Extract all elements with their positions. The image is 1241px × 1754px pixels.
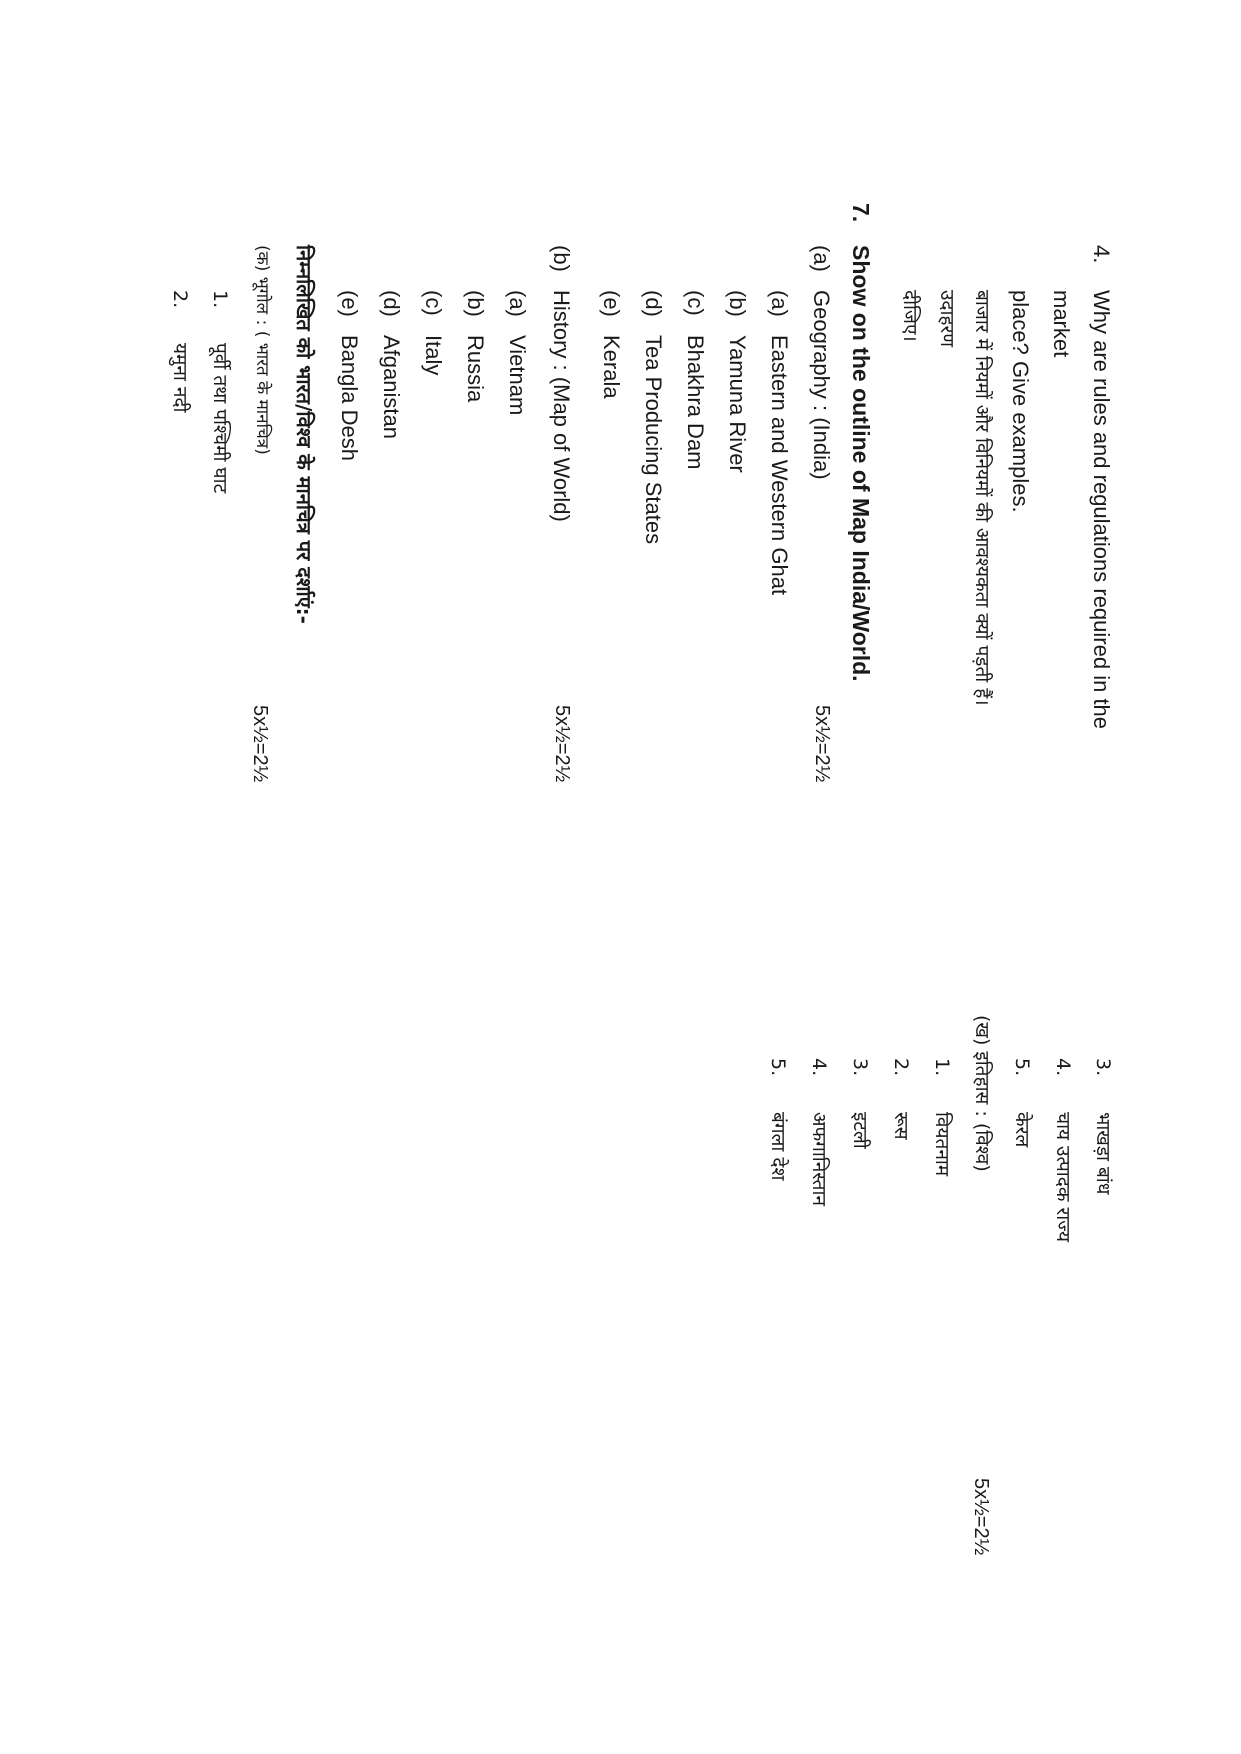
hindi-history-marks: 5x½=2½ bbox=[970, 1478, 992, 1556]
history-label: (b) bbox=[549, 245, 574, 272]
history-item-e-label: (e) bbox=[337, 290, 362, 317]
hindi-geo-item-1-text: पूर्वी तथा पश्चिमी घाट bbox=[209, 343, 231, 494]
geography-item-e-label: (e) bbox=[599, 290, 624, 317]
hindi-history-item-1-text: वियतनाम bbox=[931, 1112, 953, 1177]
hindi-history-heading: (ख) इतिहास : (विश्व) bbox=[971, 1015, 993, 1172]
history-item-b-text: Russia bbox=[463, 335, 488, 403]
hindi-geo-item-4-text: चाय उत्पादक राज्य bbox=[1052, 1112, 1074, 1243]
geography-marks: 5x½=2½ bbox=[811, 705, 833, 783]
history-item-d-text: Afganistan bbox=[379, 335, 404, 439]
history-item-e-text: Bangla Desh bbox=[337, 335, 362, 461]
hindi-history-item-3-text: इटली bbox=[849, 1112, 871, 1149]
hindi-geo-item-4-label: 4. bbox=[1052, 1058, 1074, 1077]
hindi-geo-item-5-text: केरल bbox=[1011, 1112, 1033, 1148]
hindi-geo-item-2-text: यमुना नदी bbox=[169, 343, 191, 413]
geography-item-d-text: Tea Producing States bbox=[641, 335, 666, 545]
hindi-geography-heading: (क) भूगोल : ( भारत के मानचित्र) bbox=[252, 245, 272, 455]
q4-question-line-3: place? Give examples. bbox=[1008, 290, 1033, 513]
hindi-history-item-4-text: अफगानिस्तान bbox=[808, 1112, 830, 1206]
q4-hindi-line-2: उदाहरण bbox=[936, 290, 958, 348]
hindi-geo-item-3-label: 3. bbox=[1092, 1058, 1114, 1077]
history-marks: 5x½=2½ bbox=[551, 705, 573, 783]
geography-item-d-label: (d) bbox=[641, 290, 666, 317]
hindi-geo-item-1-label: 1. bbox=[209, 290, 231, 309]
geography-item-c-text: Bhakhra Dam bbox=[683, 335, 708, 470]
history-item-c-text: Italy bbox=[421, 335, 446, 376]
hindi-geography-marks: 5x½=2½ bbox=[249, 705, 271, 783]
q7-title: Show on the outline of Map India/World. bbox=[848, 245, 874, 682]
hindi-geo-item-2-label: 2. bbox=[169, 290, 191, 309]
geography-item-c-label: (c) bbox=[683, 290, 708, 316]
geography-item-a-label: (a) bbox=[767, 290, 792, 317]
hindi-history-item-3-label: 3. bbox=[849, 1058, 871, 1077]
hindi-history-item-5-label: 5. bbox=[767, 1058, 789, 1077]
hindi-instruction: निम्नलिखित को भारत/विश्व के मानचित्र पर दर्शाएं:- bbox=[292, 245, 316, 624]
history-item-b-label: (b) bbox=[463, 290, 488, 317]
history-item-d-label: (d) bbox=[379, 290, 404, 317]
geography-label: (a) bbox=[809, 245, 834, 272]
history-heading: History : (Map of World) bbox=[549, 290, 574, 522]
hindi-history-item-4-label: 4. bbox=[808, 1058, 830, 1077]
history-item-a-text: Vietnam bbox=[505, 335, 530, 416]
q4-question-line-1: Why are rules and regulations required in the bbox=[1089, 290, 1114, 730]
q4-hindi-line-1: बाजार में नियमों और विनियमों की आवश्यकता क्यों पड़ती हैं। bbox=[971, 290, 993, 706]
geography-item-a-text: Eastern and Western Ghat bbox=[767, 335, 792, 596]
hindi-history-item-5-text: बंगला देश bbox=[767, 1112, 789, 1181]
history-item-c-label: (c) bbox=[421, 290, 446, 316]
geography-item-b-label: (b) bbox=[725, 290, 750, 317]
geography-item-b-text: Yamuna River bbox=[725, 335, 750, 473]
hindi-geo-item-5-label: 5. bbox=[1011, 1058, 1033, 1077]
geography-heading: Geography : (India) bbox=[809, 290, 834, 480]
hindi-history-item-2-label: 2. bbox=[890, 1058, 912, 1077]
hindi-history-item-2-text: रूस bbox=[890, 1112, 912, 1140]
hindi-history-item-1-label: 1. bbox=[931, 1058, 953, 1077]
geography-item-e-text: Kerala bbox=[599, 335, 624, 399]
q4-number: 4. bbox=[1089, 245, 1114, 264]
q4-question-line-2: market bbox=[1049, 290, 1074, 358]
hindi-geo-item-3-text: भाखड़ा बांध bbox=[1092, 1112, 1114, 1195]
history-item-a-label: (a) bbox=[505, 290, 530, 317]
q4-hindi-line-3: दीजिए। bbox=[899, 290, 921, 342]
q7-number: 7. bbox=[848, 203, 874, 223]
